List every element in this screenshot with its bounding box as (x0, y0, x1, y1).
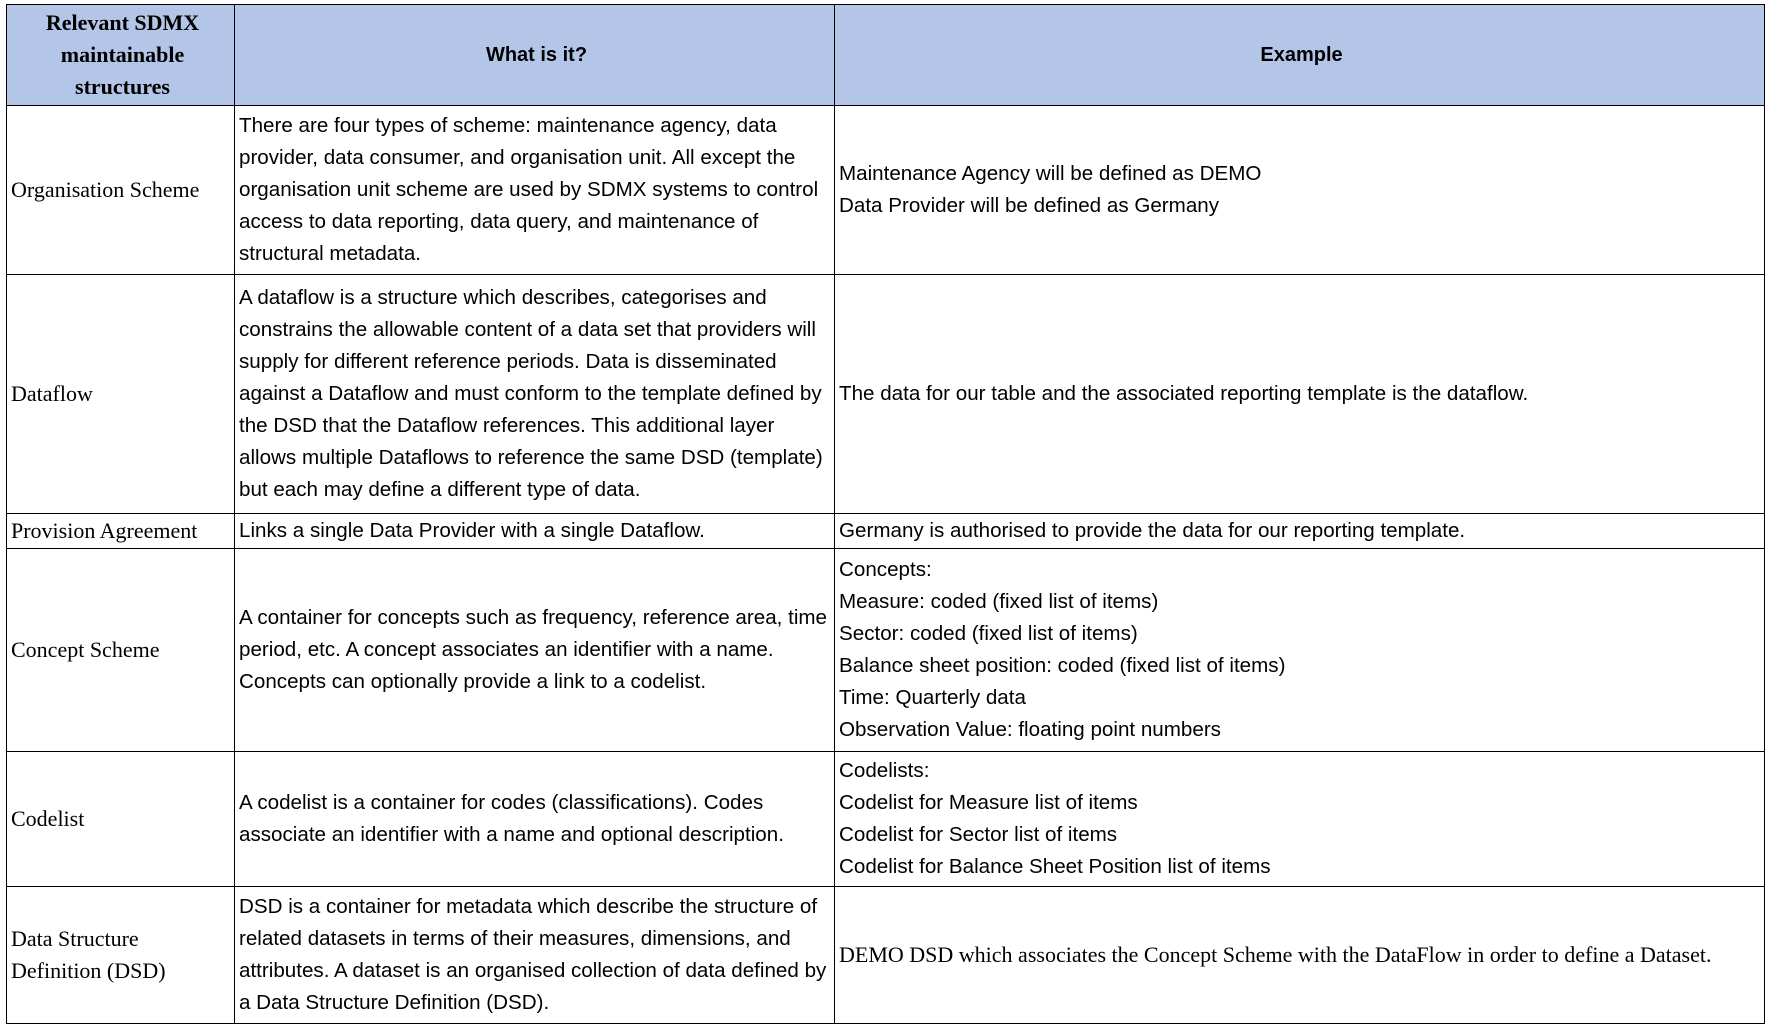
structure-description: DSD is a container for metadata which describe the structure of related datasets in terms of their measures, dimensions, and attributes. A dataset is an organised collection of data defined by a Data Structure Definition (DSD). (235, 887, 835, 1024)
header-example: Example (835, 5, 1765, 106)
example-line: Measure: coded (fixed list of items) (839, 590, 1159, 613)
header-structures: Relevant SDMX maintainable structures (7, 5, 235, 106)
structure-example (835, 549, 1765, 752)
example-line: Codelist for Balance Sheet Position list of items (839, 855, 1271, 878)
structure-name: Codelist (7, 752, 235, 887)
example-line: Sector: coded (fixed list of items) (839, 622, 1138, 645)
example-line: Codelists: (839, 759, 930, 782)
example-line: Observation Value: floating point numbers (839, 718, 1221, 741)
table-header-row (7, 5, 1765, 106)
structure-example: DEMO DSD which associates the Concept Scheme with the DataFlow in order to define a Dataset. (835, 887, 1765, 1024)
example-line: The data for our table and the associated reporting template is the dataflow. (839, 382, 1529, 405)
structure-name: Data Structure Definition (DSD) (7, 887, 235, 1024)
example-line: Maintenance Agency will be defined as DEMO (839, 162, 1262, 185)
example-line: Concepts: (839, 558, 932, 581)
structure-description: There are four types of scheme: maintenance agency, data provider, data consumer, and organisation unit. All except the organisation unit scheme are used by SDMX systems to control access to data reporting, data query, and maintenance of structural metadata. (235, 106, 835, 275)
structure-description: A codelist is a container for codes (classifications). Codes associate an identifier with a name and optional description. (235, 752, 835, 887)
table-row (7, 275, 1765, 514)
structure-example (835, 514, 1765, 549)
example-line: Codelist for Measure list of items (839, 791, 1138, 814)
sdmx-structures-table (6, 4, 1765, 1024)
structure-example (835, 106, 1765, 275)
table-row (7, 549, 1765, 752)
structure-description: A dataflow is a structure which describes, categorises and constrains the allowable content of a data set that providers will supply for different reference periods. Data is disseminated against a Dataflow and must conform to the template defined by the DSD that the Dataflow references. This additional layer allows multiple Dataflows to reference the same DSD (template) but each may define a different type of data. (235, 275, 835, 514)
structure-example (835, 275, 1765, 514)
example-line: Data Provider will be defined as Germany (839, 194, 1220, 217)
structure-description: Links a single Data Provider with a single Dataflow. (235, 514, 835, 549)
structure-name: Organisation Scheme (7, 106, 235, 275)
example-line: Germany is authorised to provide the data for our reporting template. (839, 519, 1466, 542)
example-line: Codelist for Sector list of items (839, 823, 1118, 846)
structure-name: Dataflow (7, 275, 235, 514)
example-line: Balance sheet position: coded (fixed list of items) (839, 654, 1286, 677)
table-row (7, 514, 1765, 549)
header-what-is-it: What is it? (235, 5, 835, 106)
structure-example (835, 752, 1765, 887)
structure-name: Concept Scheme (7, 549, 235, 752)
structure-description: A container for concepts such as frequency, reference area, time period, etc. A concept associates an identifier with a name. Concepts can optionally provide a link to a codelist. (235, 549, 835, 752)
structure-name: Provision Agreement (7, 514, 235, 549)
table-row (7, 106, 1765, 275)
example-line: Time: Quarterly data (839, 686, 1026, 709)
table-row (7, 887, 1765, 1024)
table-row (7, 752, 1765, 887)
